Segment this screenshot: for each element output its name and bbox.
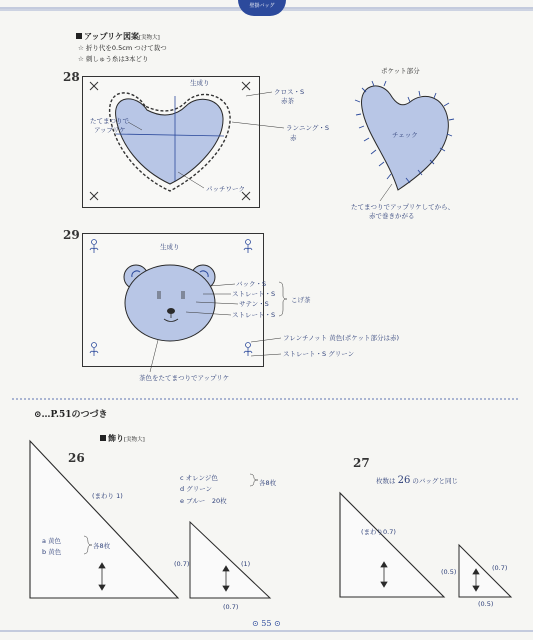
fig29-straight-1: ストレート・S [232,290,276,298]
fig29-satin: サテン・S [239,300,269,308]
fig28-running-color: 赤 [290,134,297,142]
fig28-patchwork-label: パッチワーク [206,185,245,193]
fig28-tatematsuri-2: アップリケ [94,126,126,134]
fig28-running-label: ランニング・S [286,124,329,132]
note-thread: ☆ 刺しゅう糸は3本どり [78,55,149,63]
fig26-color-e: e ブルー 20枚 [180,497,227,505]
fig29-french-knot: フレンチノット 黄色(ポケット部分は赤) [283,334,399,342]
figure-29-number: 29 [63,228,80,242]
fig26-color-b: b 黄色 [42,548,62,556]
applique-heading: アップリケ図案[実物大] [76,31,160,42]
fig28-cross-label: クロス・S [274,88,305,96]
pocket-title: ポケット部分 [381,67,420,75]
continuation-heading: ⊙…P.51のつづき [34,410,108,420]
fig26-small-left: (0.7) [174,560,190,568]
star-icon: ☆ [78,44,86,52]
kazari-heading: 飾り[実物大] [100,433,145,444]
fig26-count-ab: 各8枚 [93,542,111,550]
fig27-mawari: (まわり0.7) [361,528,396,536]
fig26-count-cd: 各8枚 [259,479,277,487]
figure-26-number: 26 [68,451,85,465]
target-circle-icon: ⊙ [252,619,262,628]
fig26-small-right: (1) [241,560,251,568]
fig26-small-bottom: (0.7) [223,603,239,611]
fig26-color-d: d グリーン [180,485,213,493]
target-circle-icon: ⊙ [271,619,281,628]
fig29-straight-2: ストレート・S [232,311,276,319]
figure-27-number: 27 [353,456,370,470]
header-tab: 壁掛バッグ [238,0,286,16]
fig29-bottom-note: 茶色をたてまつりでアップリケ [139,374,230,382]
pocket-check-label: チェック [392,131,418,139]
fig27-small-left: (0.5) [441,568,457,576]
fig28-cross-color: 赤茶 [281,97,294,105]
fig27-small-right: (0.7) [492,564,508,572]
fig29-brace-label: こげ茶 [291,296,311,304]
fig26-color-a: a 黄色 [42,537,62,545]
fig27-note: 枚数は 26 のバッグと同じ [376,475,459,486]
fig28-fabric-label: 生成り [190,79,210,87]
pocket-note-1: たてまつりでアップリケしてから、 [351,203,455,211]
star-icon: ☆ [78,55,86,63]
fig29-back-stitch: バック・S [236,280,267,288]
page-number: ⊙ 55 ⊙ [252,619,281,628]
fig29-fabric-label: 生成り [160,243,180,251]
target-circle-icon: ⊙ [34,410,42,420]
fig26-mawari: (まわり 1) [92,492,123,500]
note-seam-allowance: ☆ 折り代を0.5cm つけて裁つ [78,44,167,52]
fig28-tatematsuri-1: たてまつりで [90,117,129,125]
figure-28-number: 28 [63,70,80,84]
fig27-small-bottom: (0.5) [478,600,494,608]
pocket-note-2: 赤で巻きかがる [369,212,415,220]
fig26-color-c: c オレンジ色 [180,474,218,482]
fig29-straight-3: ストレート・S グリーン [283,350,355,358]
